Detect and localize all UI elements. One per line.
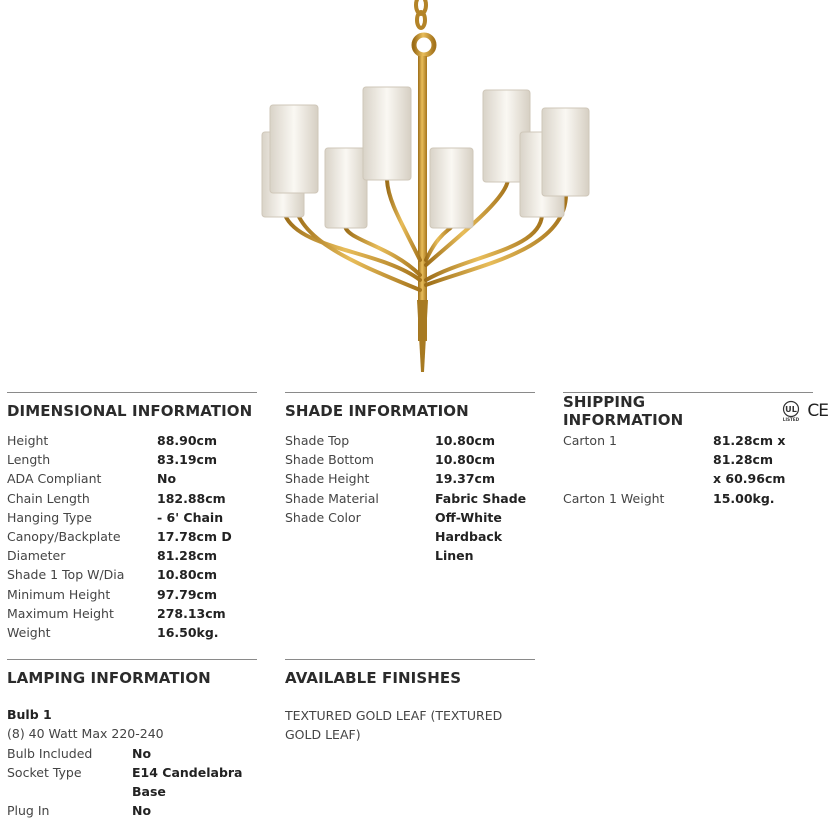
- table-row: [7, 801, 257, 820]
- shipping-heading: SHIPPING INFORMATION: [563, 393, 770, 429]
- table-row: [285, 489, 535, 508]
- dimensional-section: [7, 392, 257, 642]
- table-row: [7, 763, 257, 801]
- table-row: [285, 527, 535, 565]
- shipping-section: [563, 392, 828, 508]
- row-value: Off-White: [435, 508, 502, 527]
- row-label: Weight: [7, 623, 157, 642]
- center-stem: [418, 56, 427, 341]
- bulb-title: Bulb 1: [7, 705, 257, 724]
- row-value: No: [132, 801, 151, 820]
- table-row: [7, 431, 257, 450]
- row-value: x 60.96cm: [713, 469, 785, 488]
- row-label: Canopy/Backplate: [7, 527, 157, 546]
- row-label: Bulb Included: [7, 744, 132, 763]
- finishes-heading: AVAILABLE FINISHES: [285, 667, 535, 689]
- row-value: 278.13cm: [157, 604, 226, 623]
- shade-table: [285, 431, 535, 565]
- table-row: [7, 744, 257, 763]
- row-label: Shade Bottom: [285, 450, 435, 469]
- section-divider: [285, 392, 535, 393]
- bulb-description: (8) 40 Watt Max 220-240: [7, 724, 257, 744]
- row-label: Plug In: [7, 801, 132, 820]
- table-row: [7, 469, 257, 488]
- row-value: 16.50kg.: [157, 623, 219, 642]
- row-value: 17.78cm D: [157, 527, 232, 546]
- section-divider: [285, 659, 535, 660]
- table-row: [563, 489, 828, 508]
- table-row: [285, 450, 535, 469]
- table-row: [563, 431, 828, 469]
- row-label: ADA Compliant: [7, 469, 157, 488]
- table-row: [7, 489, 257, 508]
- row-value: No: [132, 744, 151, 763]
- row-value: 10.80cm: [435, 450, 495, 469]
- lamping-table: [7, 744, 257, 820]
- table-row: [7, 623, 257, 642]
- chain: [416, 0, 426, 28]
- row-label: Hanging Type: [7, 508, 157, 527]
- ce-mark-icon: CE: [807, 401, 828, 421]
- row-value: 88.90cm: [157, 431, 217, 450]
- finishes-section: [285, 659, 535, 744]
- row-value: E14 Candelabra Base: [132, 763, 257, 801]
- row-label: Height: [7, 431, 157, 450]
- product-image: [0, 0, 838, 380]
- row-value: 182.88cm: [157, 489, 226, 508]
- row-label: Shade Material: [285, 489, 435, 508]
- row-label: Diameter: [7, 546, 157, 565]
- chandelier-illustration: [0, 0, 838, 380]
- row-value: 97.79cm: [157, 585, 217, 604]
- table-row: [563, 469, 828, 488]
- row-value: 10.80cm: [435, 431, 495, 450]
- row-label: Shade Height: [285, 469, 435, 488]
- row-label: Shade Color: [285, 508, 435, 527]
- row-value: 81.28cm x 81.28cm: [713, 431, 828, 469]
- table-row: [7, 508, 257, 527]
- row-value: 83.19cm: [157, 450, 217, 469]
- row-label: Shade Top: [285, 431, 435, 450]
- row-value: 19.37cm: [435, 469, 495, 488]
- section-divider: [7, 392, 257, 393]
- ul-text: UL: [785, 405, 797, 414]
- lamping-heading: LAMPING INFORMATION: [7, 667, 257, 689]
- row-label: Shade 1 Top W/Dia: [7, 565, 157, 584]
- certifications: [778, 400, 828, 422]
- row-label: Length: [7, 450, 157, 469]
- row-label: Chain Length: [7, 489, 157, 508]
- row-label: Socket Type: [7, 763, 132, 801]
- row-label: Carton 1: [563, 431, 713, 469]
- row-label: [563, 469, 713, 488]
- table-row: [285, 469, 535, 488]
- table-row: [7, 546, 257, 565]
- ul-listed-icon: [778, 400, 804, 422]
- table-row: [7, 450, 257, 469]
- shipping-heading-row: [563, 400, 828, 422]
- section-divider: [7, 659, 257, 660]
- row-label: Carton 1 Weight: [563, 489, 713, 508]
- row-label: [285, 527, 435, 565]
- table-row: [7, 585, 257, 604]
- row-value: 81.28cm: [157, 546, 217, 565]
- row-value: Fabric Shade: [435, 489, 526, 508]
- table-row: [7, 527, 257, 546]
- hanging-ring: [414, 35, 434, 55]
- shade-section: [285, 392, 535, 565]
- row-value: No: [157, 469, 176, 488]
- row-label: Maximum Height: [7, 604, 157, 623]
- row-value: - 6' Chain: [157, 508, 223, 527]
- table-row: [7, 604, 257, 623]
- row-label: Minimum Height: [7, 585, 157, 604]
- lamping-section: [7, 659, 257, 820]
- table-row: [7, 565, 257, 584]
- row-value: Hardback Linen: [435, 527, 535, 565]
- dimensional-heading: DIMENSIONAL INFORMATION: [7, 400, 257, 422]
- listed-text: LISTED: [783, 417, 800, 422]
- table-row: [285, 431, 535, 450]
- table-row: [285, 508, 535, 527]
- shipping-table: [563, 431, 828, 508]
- finish-option: TEXTURED GOLD LEAF (TEXTURED GOLD LEAF): [285, 706, 535, 744]
- row-value: 10.80cm: [157, 565, 217, 584]
- shade-heading: SHADE INFORMATION: [285, 400, 535, 422]
- row-value: 15.00kg.: [713, 489, 775, 508]
- dimensional-table: [7, 431, 257, 642]
